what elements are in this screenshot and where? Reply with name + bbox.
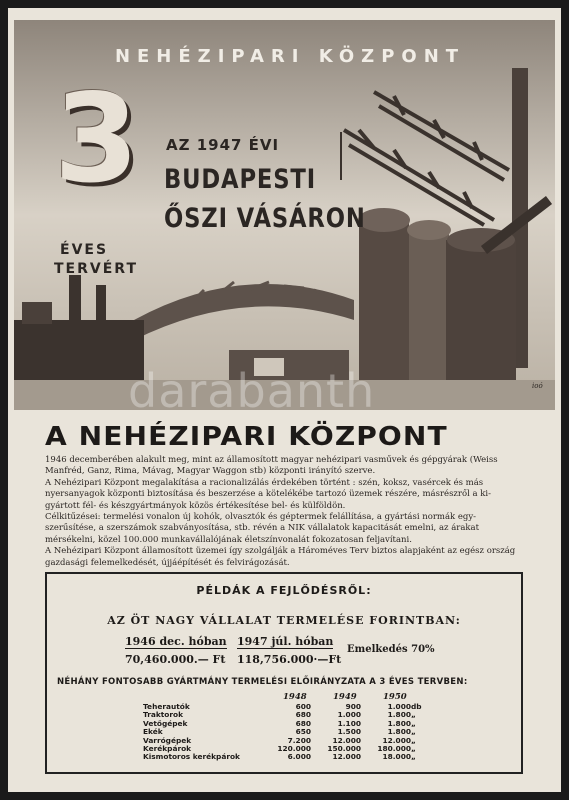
furnace-1 xyxy=(359,220,409,380)
production-title: AZ ÖT NAGY VÁLLALAT TERMELÉSE FORINTBAN: xyxy=(107,614,461,627)
product-name: Kismotoros kerékpárok xyxy=(143,752,240,762)
poster-illustration xyxy=(14,20,555,410)
plan-label-plan: TERVÉRT xyxy=(54,261,138,277)
unit-label: db xyxy=(411,702,422,711)
furnace-2 xyxy=(409,230,449,380)
document-sheet xyxy=(8,8,561,792)
unit-label: „ xyxy=(411,727,416,737)
value-1949: 1.000 xyxy=(337,710,361,720)
watermark: darabanth xyxy=(128,364,376,418)
artist-signature: ioó xyxy=(532,382,543,390)
three-year-number: 3 xyxy=(54,68,139,210)
value-1950: 1.800 xyxy=(387,710,411,720)
furnace-3 xyxy=(446,240,516,380)
product-name: Teherautók xyxy=(143,702,190,711)
value-1948: 680 xyxy=(295,718,311,728)
value-1950: 12.000 xyxy=(382,735,411,745)
body-paragraph: A Nehézipari Központ megalakítása a racionalizálás érdekében történt : szén, koksz, vasércek és más nyersanyagok központi biztosítása és beszerzése a kötelékébe tartozó üzemek részére, másrészről a ki- gyártott fél- és készgyártmányok közös értékesítése bel- és külföldön. xyxy=(45,477,492,511)
value-1946: 70,460.000.— Ft xyxy=(125,653,226,666)
unit-label: „ xyxy=(411,710,416,720)
unit-label: „ xyxy=(411,752,416,762)
increase-label: Emelkedés 70% xyxy=(347,644,435,655)
product-name: Ekék xyxy=(143,727,163,737)
value-1948: 7.200 xyxy=(287,735,311,745)
product-name: Kerékpárok xyxy=(143,744,192,754)
value-1950: 18.000 xyxy=(382,752,411,762)
ground xyxy=(14,380,555,410)
statistics-box xyxy=(45,572,523,774)
value-1948: 650 xyxy=(295,727,311,737)
production-plan-table xyxy=(143,703,433,762)
year-header-1949: 1949 xyxy=(333,692,357,702)
value-1949: 1.500 xyxy=(337,727,361,737)
product-name: Vetőgépek xyxy=(143,718,188,728)
value-1949: 1.100 xyxy=(337,718,361,728)
value-1947: 118,756.000·—Ft xyxy=(237,653,342,666)
unit-label: „ xyxy=(411,744,416,754)
value-1948: 600 xyxy=(295,702,311,711)
body-paragraph: Célkitűzései: termelési vonalon új kohók, olvasztók és géptermek felállítása, a gyártási normák egy- szerűsítése, a szerszámok szabványosítása, stb. révén a NIK vállalatok kapacitását emelni, az árakat mérsékelni, közel 100.000 munkavállalójának életszínvonalát fokozatosan feljavítani. xyxy=(45,512,480,545)
value-1950: 1.000 xyxy=(387,702,411,711)
plan-table-title: NÉHÁNY FONTOSABB GYÁRTMÁNY TERMELÉSI ELŐIRÁNYZATA A 3 ÉVES TERVBEN: xyxy=(57,677,468,687)
value-1948: 680 xyxy=(295,710,311,720)
table-row xyxy=(143,753,433,761)
body-text xyxy=(45,455,523,569)
year-header-1950: 1950 xyxy=(383,692,407,702)
unit-label: „ xyxy=(411,718,416,728)
value-1949: 12.000 xyxy=(332,752,361,762)
headline: A NEHÉZIPARI KÖZPONT xyxy=(45,422,448,452)
plan-label-years: ÉVES xyxy=(60,242,109,258)
body-paragraph: 1946 decemberében alakult meg, mint az államosított magyar nehézipari vasművek és gépgyárak (Weiss Manfréd, Ganz, Rima, Mávag, Magyar Waggon stb) központi irányító szerve. xyxy=(45,455,498,477)
fair-name: ŐSZI VÁSÁRON xyxy=(164,203,366,234)
fair-city: BUDAPESTI xyxy=(164,164,317,195)
fair-year: AZ 1947 ÉVI xyxy=(166,136,280,154)
product-name: Varrógépek xyxy=(143,735,192,745)
unit-label: „ xyxy=(411,735,416,745)
value-1950: 180.000 xyxy=(377,744,411,754)
stats-title: PÉLDÁK A FEJLŐDÉSRŐL: xyxy=(196,584,372,597)
year-header-1948: 1948 xyxy=(283,692,307,702)
value-1950: 1.800 xyxy=(387,718,411,728)
product-name: Traktorok xyxy=(143,710,184,720)
value-1949: 12.000 xyxy=(332,735,361,745)
value-1949: 900 xyxy=(345,702,361,711)
period-1947: 1947 júl. hóban xyxy=(237,635,334,648)
value-1948: 6.000 xyxy=(287,752,311,762)
period-1946: 1946 dec. hóban xyxy=(125,635,227,648)
value-1949: 150.000 xyxy=(327,744,361,754)
body-paragraph: A Nehézipari Központ államosított üzemei így szolgálják a Hároméves Terv biztos alapjaként az egész ország gazdasági felemelkedését, újjáépítését és felvirágozását. xyxy=(45,546,516,568)
value-1948: 120.000 xyxy=(277,744,311,754)
value-1950: 1.800 xyxy=(387,727,411,737)
organization-title: NEHÉZIPARI KÖZPONT xyxy=(114,46,466,67)
